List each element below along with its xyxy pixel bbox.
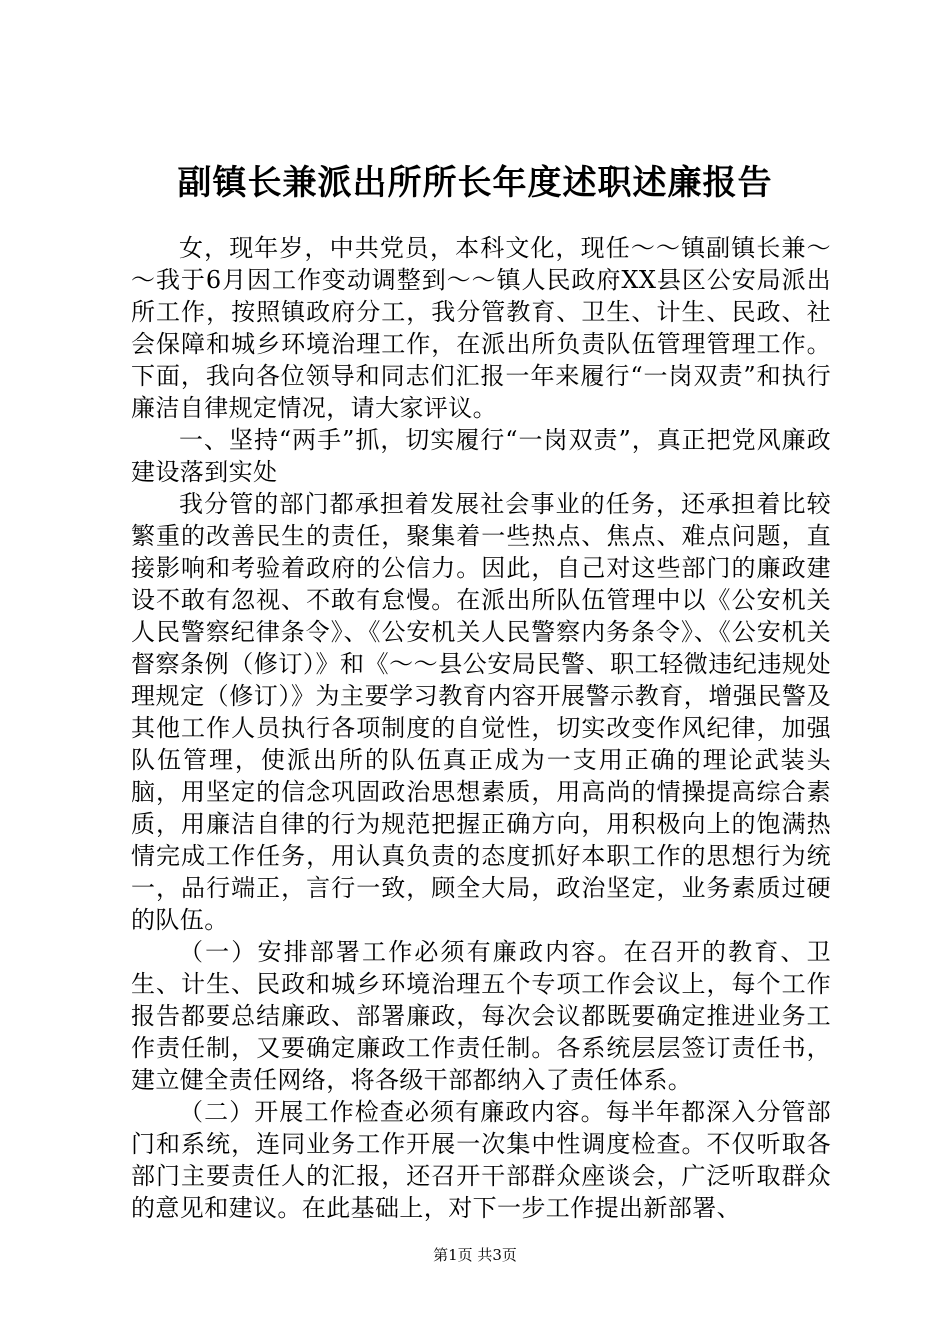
paragraph-section-heading-1: 一、坚持“两手”抓，切实履行“一岗双责”，真正把党风廉政建设落到实处 [131,426,831,486]
paragraph-section-1-body: 我分管的部门都承担着发展社会事业的任务，还承担着比较繁重的改善民生的责任，聚集着一些热点、焦点、难点问题，直接影响和考验着政府的公信力。因此，自己对这些部门的廉政建设不敢有忽视、不敢有怠慢。在派出所队伍管理中以《公安机关人民警察纪律条令》、《公安机关人民警察内务条令》、《公安机关督察条例（修订）》和《～～县公安局民警、职工轻微违纪违规处理规定（修订）》为主要学习教育内容开展警示教育，增强民警及其他工作人员执行各项制度的自觉性，切实改变作风纪律，加强队伍管理，使派出所的队伍真正成为一支用正确的理论武装头脑，用坚定的信念巩固政治思想素质，用高尚的情操提高综合素质，用廉洁自律的行为规范把握正确方向，用积极向上的饱满热情完成工作任务，用认真负责的态度抓好本职工作的思想行为统一，品行端正，言行一致，顾全大局，政治坚定，业务素质过硬的队伍。 [131,490,831,934]
document-title: 副镇长兼派出所所长年度述职述廉报告 [177,163,773,203]
paragraph-intro: 女，现年岁，中共党员，本科文化，现任～～镇副镇长兼～～我于6月因工作变动调整到～～镇人民政府XX县区公安局派出所工作，按照镇政府分工，我分管教育、卫生、计生、民政、社会保障和城乡环境治理工作，在派出所负责队伍管理管理工作。下面，我向各位领导和同志们汇报一年来履行“一岗双责”和执行廉洁自律规定情况，请大家评议。 [131,234,831,422]
document-body [131,232,831,1224]
paragraph-item-1: （一）安排部署工作必须有廉政内容。在召开的教育、卫生、计生、民政和城乡环境治理五个专项工作会议上，每个工作报告都要总结廉政、部署廉政，每次会议都既要确定推进业务工作责任制，又要确定廉政工作责任制。各系统层层签订责任书，建立健全责任网络，将各级干部都纳入了责任体系。 [131,938,831,1094]
paragraph-item-2: （二）开展工作检查必须有廉政内容。每半年都深入分管部门和系统，连同业务工作开展一次集中性调度检查。不仅听取各部门主要责任人的汇报，还召开干部群众座谈会，广泛听取群众的意见和建议。在此基础上，对下一步工作提出新部署、 [131,1098,831,1222]
page-footer: 第1页 共3页 [433,1246,517,1264]
